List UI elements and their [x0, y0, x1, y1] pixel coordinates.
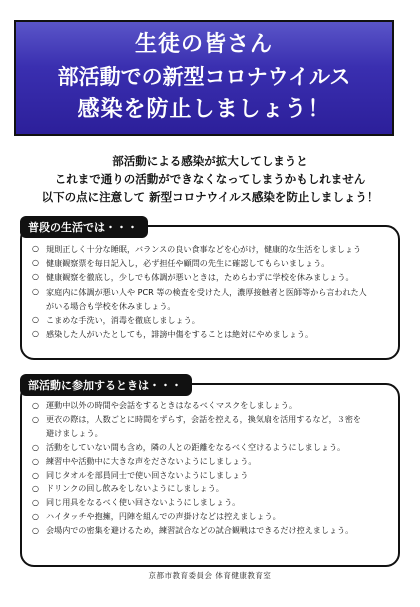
list-item-text: 練習中や活動中に大きな声をださないようにしましょう。 [46, 455, 257, 466]
list-item-text: 同じ用具をなるべく使い回さないようにしましょう。 [46, 497, 241, 508]
list-item-text: 感染した人がいたとしても，誹謗中傷をすることは絶対にやめましょう。 [46, 329, 314, 340]
publisher-footer: 京都市教育委員会 体育健康教育室 [148, 571, 272, 580]
bullet-icon: ○ [32, 456, 39, 466]
list-item-text: 更衣の際は，人数ごとに時間をずらす，会話を控える，換気扇を活用するなど，３密を [46, 413, 362, 424]
bullet-icon: ○ [32, 315, 39, 325]
bullet-icon: ○ [32, 401, 39, 410]
title-line-3: 感染を防止しましょう！ [77, 97, 331, 122]
list-item-text: こまめな手洗い，消毒を徹底しましょう。 [46, 315, 200, 326]
daily-life-section [20, 225, 400, 360]
list-item-text: 健康観察を徹底し，少しでも体調が悪いときは，ためらわずに学校を休みましょう。 [46, 272, 354, 283]
list-item-text: ドリンクの回し飲みをしないようにしましょう。 [46, 483, 224, 494]
bullet-icon: ○ [32, 286, 39, 296]
bullet-icon: ○ [32, 329, 39, 339]
list-item [32, 413, 392, 427]
list-item [32, 270, 392, 284]
list-item [32, 524, 392, 538]
bullet-icon: ○ [32, 512, 39, 522]
club-activity-section [20, 383, 400, 567]
list-item-text: 運動中以外の時間や会話をするときはなるべくマスクをしましょう。 [46, 400, 297, 410]
list-item-text: 健康観察票を毎日記入し，必ず担任や顧問の先生に確認してもらいましょう。 [46, 258, 330, 269]
list-item-text: 同じタオルを部員同士で使い回さないようにしましょう [46, 469, 249, 480]
list-item [32, 399, 392, 413]
list-item [32, 313, 392, 327]
list-item [32, 441, 392, 455]
bullet-icon: ○ [32, 244, 39, 253]
list-item-text: 規則正しく十分な睡眠，バランスの良い食事などを心がけ，健康的な生活をしましょう [46, 244, 362, 254]
bullet-icon: ○ [32, 484, 39, 494]
list-item-text: ハイタッチや抱擁，円陣を組んでの声掛けなどは控えましょう。 [46, 511, 281, 522]
daily-life-heading: 普段の生活では・・・ [20, 216, 148, 238]
list-item [32, 510, 392, 524]
list-item [32, 285, 392, 299]
list-item-text: 家庭内に体調が悪い人や PCR 等の検査を受けた人，濃厚接触者と医師等から言われた人 [46, 286, 367, 297]
list-item-text: 活動をしていない間も含め，隣の人との距離をなるべく空けるようにしましょう。 [46, 441, 346, 452]
bullet-icon: ○ [32, 498, 39, 508]
list-item-continuation: がいる場合も学校を休みましょう。 [46, 300, 176, 311]
title-line-2: 部活動での新型コロナウイルス [57, 65, 351, 89]
title-line-1: 生徒の皆さん [134, 32, 273, 57]
intro-line-3: 以下の点に注意して 新型コロナウイルス感染を防止しましょう！ [41, 190, 379, 204]
list-item [32, 482, 392, 496]
bullet-icon: ○ [32, 272, 39, 282]
intro-line-1: 部活動による感染が拡大してしまうと [112, 154, 308, 168]
list-item [32, 455, 392, 469]
list-item [32, 256, 392, 270]
list-item-text: 会場内での密集を避けるため，練習試合などの試合観戦はできるだけ控えましょう。 [46, 525, 354, 536]
list-item-continuation: 避けましょう。 [46, 427, 103, 438]
bullet-icon: ○ [32, 442, 39, 452]
intro-text [0, 152, 420, 206]
intro-line-2: これまで通りの活動ができなくなってしまうかもしれません [54, 172, 366, 186]
list-item [32, 496, 392, 510]
list-item [32, 242, 392, 256]
title-banner [14, 20, 394, 136]
bullet-icon: ○ [32, 258, 39, 268]
bullet-icon: ○ [32, 470, 39, 480]
bullet-icon: ○ [32, 414, 39, 424]
list-item [32, 469, 392, 483]
club-activity-heading: 部活動に参加するときは・・・ [20, 374, 192, 396]
bullet-icon: ○ [32, 526, 39, 536]
list-item [32, 327, 392, 341]
